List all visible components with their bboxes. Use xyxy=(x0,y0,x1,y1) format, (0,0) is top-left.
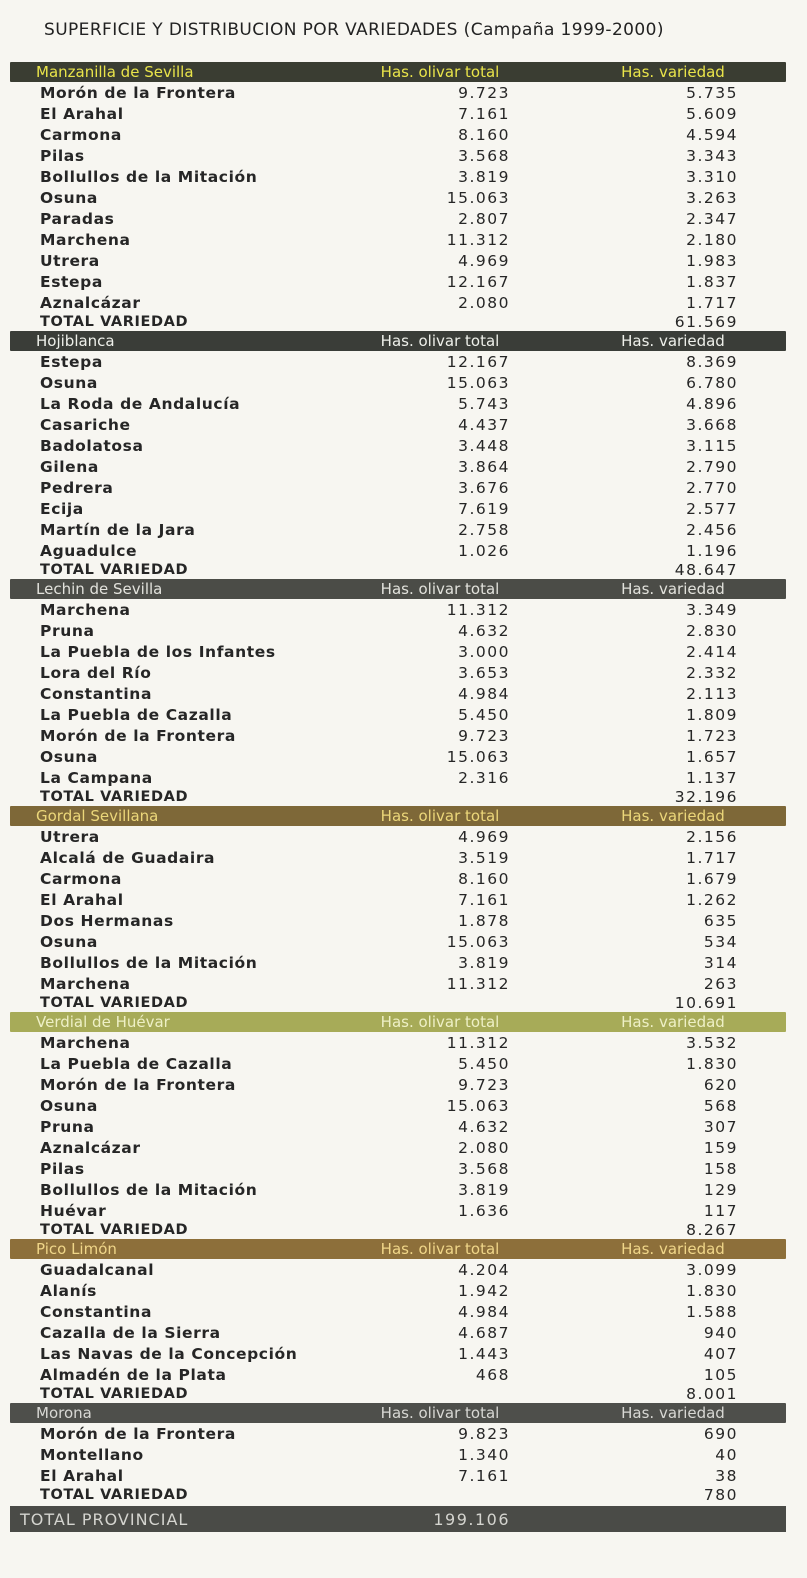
variety-section xyxy=(10,1012,786,1239)
municipality-name: Marchena xyxy=(40,974,131,993)
municipality-name: Pedrera xyxy=(40,478,114,497)
municipality-name: Carmona xyxy=(40,869,122,888)
variedad-value: 263 xyxy=(703,974,738,993)
table-row xyxy=(10,103,786,124)
variety-header xyxy=(10,579,786,599)
municipality-name: Morón de la Frontera xyxy=(40,1075,236,1094)
variedad-value: 2.347 xyxy=(686,209,738,228)
variedad-value: 2.332 xyxy=(686,663,738,682)
total-variedad-row xyxy=(10,1486,786,1504)
variedad-value: 314 xyxy=(703,953,738,972)
olivar-total-value: 5.743 xyxy=(458,394,510,413)
olivar-total-value: 7.161 xyxy=(458,1466,510,1485)
municipality-name: La Puebla de los Infantes xyxy=(40,642,276,661)
total-variedad-label: TOTAL VARIEDAD xyxy=(40,995,189,1011)
total-variedad-row xyxy=(10,994,786,1012)
variedad-value: 534 xyxy=(703,932,738,951)
municipality-name: Osuna xyxy=(40,932,98,951)
olivar-total-value: 5.450 xyxy=(458,705,510,724)
municipality-name: Utrera xyxy=(40,827,100,846)
olivar-total-value: 8.160 xyxy=(458,125,510,144)
variety-name: Lechin de Sevilla xyxy=(36,580,163,598)
olivar-total-value: 3.819 xyxy=(458,1180,510,1199)
variedad-value: 635 xyxy=(703,911,738,930)
variedad-value: 2.456 xyxy=(686,520,738,539)
table-row xyxy=(10,1179,786,1200)
total-variedad-value: 10.691 xyxy=(674,994,738,1012)
table-row xyxy=(10,1053,786,1074)
variedad-value: 2.180 xyxy=(686,230,738,249)
table-row xyxy=(10,372,786,393)
olivar-total-value: 3.568 xyxy=(458,146,510,165)
col-header-variedad: Has. variedad xyxy=(621,1013,725,1031)
table-row xyxy=(10,498,786,519)
table-row xyxy=(10,725,786,746)
olivar-total-value: 2.316 xyxy=(458,768,510,787)
table-row xyxy=(10,271,786,292)
total-variedad-label: TOTAL VARIEDAD xyxy=(40,789,189,805)
variedad-value: 2.770 xyxy=(686,478,738,497)
olivar-total-value: 4.632 xyxy=(458,621,510,640)
variedad-value: 1.830 xyxy=(686,1054,738,1073)
variedad-value: 6.780 xyxy=(686,373,738,392)
variedad-value: 940 xyxy=(703,1323,738,1342)
table-row xyxy=(10,746,786,767)
variedad-value: 3.532 xyxy=(686,1033,738,1052)
variedad-value: 1.196 xyxy=(686,541,738,560)
variedad-value: 105 xyxy=(703,1365,738,1384)
total-variedad-value: 8.267 xyxy=(686,1221,738,1239)
municipality-name: Guadalcanal xyxy=(40,1260,155,1279)
olivar-total-value: 9.723 xyxy=(458,1075,510,1094)
total-variedad-label: TOTAL VARIEDAD xyxy=(40,562,189,578)
variedad-value: 117 xyxy=(703,1201,738,1220)
variedad-value: 2.156 xyxy=(686,827,738,846)
total-variedad-value: 61.569 xyxy=(674,313,738,331)
municipality-name: Lora del Río xyxy=(40,663,152,682)
olivar-total-value: 1.942 xyxy=(458,1281,510,1300)
municipality-name: Aznalcázar xyxy=(40,293,141,312)
municipality-name: Almadén de la Plata xyxy=(40,1365,227,1384)
municipality-name: Estepa xyxy=(40,272,103,291)
col-header-olivar-total: Has. olivar total xyxy=(380,580,500,598)
municipality-name: Marchena xyxy=(40,230,131,249)
variedad-value: 1.657 xyxy=(686,747,738,766)
variedad-value: 40 xyxy=(715,1445,738,1464)
olivar-total-value: 2.758 xyxy=(458,520,510,539)
variedad-value: 1.830 xyxy=(686,1281,738,1300)
municipality-name: Cazalla de la Sierra xyxy=(40,1323,221,1342)
variety-section xyxy=(10,806,786,1012)
variety-section xyxy=(10,1239,786,1403)
municipality-name: Osuna xyxy=(40,747,98,766)
municipality-name: Morón de la Frontera xyxy=(40,83,236,102)
variedad-value: 129 xyxy=(703,1180,738,1199)
variedad-value: 159 xyxy=(703,1138,738,1157)
variety-name: Hojiblanca xyxy=(36,332,115,350)
table-row xyxy=(10,540,786,561)
variedad-value: 3.099 xyxy=(686,1260,738,1279)
municipality-name: Martín de la Jara xyxy=(40,520,196,539)
table-row xyxy=(10,1158,786,1179)
table-row xyxy=(10,662,786,683)
table-row xyxy=(10,1343,786,1364)
col-header-olivar-total: Has. olivar total xyxy=(380,332,500,350)
table-row xyxy=(10,1423,786,1444)
table-row xyxy=(10,1095,786,1116)
olivar-total-value: 4.984 xyxy=(458,684,510,703)
table-row xyxy=(10,1032,786,1053)
table-row xyxy=(10,456,786,477)
col-header-variedad: Has. variedad xyxy=(621,63,725,81)
variedad-value: 1.717 xyxy=(686,293,738,312)
municipality-name: Constantina xyxy=(40,684,153,703)
municipality-name: Ecija xyxy=(40,499,84,518)
olivar-total-value: 9.823 xyxy=(458,1424,510,1443)
variety-name: Morona xyxy=(36,1404,92,1422)
variedad-value: 690 xyxy=(703,1424,738,1443)
table-row xyxy=(10,351,786,372)
total-variedad-row xyxy=(10,561,786,579)
table-row xyxy=(10,1280,786,1301)
variedad-value: 3.263 xyxy=(686,188,738,207)
total-variedad-value: 780 xyxy=(703,1486,738,1504)
municipality-name: El Arahal xyxy=(40,104,124,123)
table-row xyxy=(10,145,786,166)
olivar-total-value: 3.000 xyxy=(458,642,510,661)
municipality-name: Marchena xyxy=(40,600,131,619)
olivar-total-value: 11.312 xyxy=(446,1033,510,1052)
table-row xyxy=(10,767,786,788)
olivar-total-value: 12.167 xyxy=(446,352,510,371)
variedad-value: 1.723 xyxy=(686,726,738,745)
total-variedad-value: 8.001 xyxy=(686,1385,738,1403)
olivar-total-value: 468 xyxy=(475,1365,510,1384)
olivar-total-value: 4.204 xyxy=(458,1260,510,1279)
table-row xyxy=(10,250,786,271)
table-row xyxy=(10,826,786,847)
col-header-variedad: Has. variedad xyxy=(621,807,725,825)
olivar-total-value: 1.878 xyxy=(458,911,510,930)
table-row xyxy=(10,910,786,931)
olivar-total-value: 7.161 xyxy=(458,104,510,123)
table-row xyxy=(10,847,786,868)
municipality-name: Aguadulce xyxy=(40,541,138,560)
table-row xyxy=(10,952,786,973)
col-header-olivar-total: Has. olivar total xyxy=(380,807,500,825)
table-row xyxy=(10,477,786,498)
olivar-total-value: 5.450 xyxy=(458,1054,510,1073)
total-variedad-row xyxy=(10,788,786,806)
col-header-variedad: Has. variedad xyxy=(621,332,725,350)
table-row xyxy=(10,187,786,208)
municipality-name: Osuna xyxy=(40,373,98,392)
table-row xyxy=(10,1074,786,1095)
table-row xyxy=(10,1322,786,1343)
variety-section xyxy=(10,331,786,579)
col-header-olivar-total: Has. olivar total xyxy=(380,1013,500,1031)
municipality-name: Utrera xyxy=(40,251,100,270)
table-row xyxy=(10,1137,786,1158)
total-provincial-label: TOTAL PROVINCIAL xyxy=(20,1509,189,1529)
variety-name: Pico Limón xyxy=(36,1240,117,1258)
total-variedad-row xyxy=(10,313,786,331)
total-provincial-value: 199.106 xyxy=(433,1509,510,1529)
variety-name: Manzanilla de Sevilla xyxy=(36,63,194,81)
olivar-total-value: 3.819 xyxy=(458,953,510,972)
table-row xyxy=(10,1116,786,1137)
col-header-olivar-total: Has. olivar total xyxy=(380,63,500,81)
municipality-name: Osuna xyxy=(40,188,98,207)
total-provincial-row xyxy=(10,1506,786,1532)
table-row xyxy=(10,683,786,704)
variedad-value: 2.113 xyxy=(686,684,738,703)
olivar-total-value: 1.340 xyxy=(458,1445,510,1464)
municipality-name: Alanís xyxy=(40,1281,97,1300)
municipality-name: Marchena xyxy=(40,1033,131,1052)
col-header-variedad: Has. variedad xyxy=(621,1404,725,1422)
municipality-name: Pilas xyxy=(40,1159,85,1178)
olivar-total-value: 3.519 xyxy=(458,848,510,867)
municipality-name: Gilena xyxy=(40,457,99,476)
municipality-name: Montellano xyxy=(40,1445,144,1464)
table-row xyxy=(10,393,786,414)
table-row xyxy=(10,82,786,103)
total-variedad-label: TOTAL VARIEDAD xyxy=(40,1386,189,1402)
olivar-total-value: 4.969 xyxy=(458,251,510,270)
olivar-total-value: 4.984 xyxy=(458,1302,510,1321)
municipality-name: Paradas xyxy=(40,209,115,228)
total-variedad-label: TOTAL VARIEDAD xyxy=(40,1222,189,1238)
table-row xyxy=(10,1301,786,1322)
total-variedad-row xyxy=(10,1221,786,1239)
olivar-total-value: 2.807 xyxy=(458,209,510,228)
olivar-total-value: 3.448 xyxy=(458,436,510,455)
olivar-total-value: 1.443 xyxy=(458,1344,510,1363)
olivar-total-value: 4.632 xyxy=(458,1117,510,1136)
variedad-value: 1.983 xyxy=(686,251,738,270)
variety-header xyxy=(10,62,786,82)
table-row xyxy=(10,208,786,229)
municipality-name: Casariche xyxy=(40,415,131,434)
variedad-value: 1.809 xyxy=(686,705,738,724)
col-header-olivar-total: Has. olivar total xyxy=(380,1240,500,1258)
variedad-value: 1.679 xyxy=(686,869,738,888)
table-row xyxy=(10,1444,786,1465)
total-variedad-row xyxy=(10,1385,786,1403)
varieties-table xyxy=(10,62,786,1532)
olivar-total-value: 3.819 xyxy=(458,167,510,186)
olivar-total-value: 12.167 xyxy=(446,272,510,291)
table-row xyxy=(10,292,786,313)
variedad-value: 3.668 xyxy=(686,415,738,434)
olivar-total-value: 15.063 xyxy=(446,188,510,207)
municipality-name: Pruna xyxy=(40,1117,95,1136)
municipality-name: Huévar xyxy=(40,1201,107,1220)
total-variedad-label: TOTAL VARIEDAD xyxy=(40,1487,189,1503)
variety-header xyxy=(10,1239,786,1259)
variedad-value: 1.717 xyxy=(686,848,738,867)
olivar-total-value: 15.063 xyxy=(446,373,510,392)
variedad-value: 3.349 xyxy=(686,600,738,619)
variedad-value: 5.609 xyxy=(686,104,738,123)
olivar-total-value: 4.969 xyxy=(458,827,510,846)
variedad-value: 5.735 xyxy=(686,83,738,102)
variedad-value: 4.896 xyxy=(686,394,738,413)
municipality-name: Estepa xyxy=(40,352,103,371)
variety-section xyxy=(10,1403,786,1504)
variedad-value: 3.115 xyxy=(686,436,738,455)
municipality-name: Carmona xyxy=(40,125,122,144)
table-row xyxy=(10,868,786,889)
olivar-total-value: 4.437 xyxy=(458,415,510,434)
table-row xyxy=(10,641,786,662)
olivar-total-value: 11.312 xyxy=(446,974,510,993)
olivar-total-value: 9.723 xyxy=(458,726,510,745)
municipality-name: La Puebla de Cazalla xyxy=(40,705,233,724)
municipality-name: Dos Hermanas xyxy=(40,911,174,930)
total-variedad-value: 32.196 xyxy=(674,788,738,806)
olivar-total-value: 7.619 xyxy=(458,499,510,518)
table-row xyxy=(10,973,786,994)
municipality-name: Bollullos de la Mitación xyxy=(40,953,258,972)
table-row xyxy=(10,620,786,641)
olivar-total-value: 11.312 xyxy=(446,600,510,619)
col-header-olivar-total: Has. olivar total xyxy=(380,1404,500,1422)
olivar-total-value: 9.723 xyxy=(458,83,510,102)
municipality-name: La Puebla de Cazalla xyxy=(40,1054,233,1073)
col-header-variedad: Has. variedad xyxy=(621,580,725,598)
municipality-name: Bollullos de la Mitación xyxy=(40,167,258,186)
municipality-name: Morón de la Frontera xyxy=(40,1424,236,1443)
variedad-value: 38 xyxy=(715,1466,738,1485)
municipality-name: Badolatosa xyxy=(40,436,144,455)
variedad-value: 1.137 xyxy=(686,768,738,787)
total-variedad-label: TOTAL VARIEDAD xyxy=(40,314,189,330)
municipality-name: Aznalcázar xyxy=(40,1138,141,1157)
table-row xyxy=(10,1465,786,1486)
municipality-name: Bollullos de la Mitación xyxy=(40,1180,258,1199)
table-row xyxy=(10,1259,786,1280)
variety-name: Gordal Sevillana xyxy=(36,807,159,825)
olivar-total-value: 3.568 xyxy=(458,1159,510,1178)
table-row xyxy=(10,1200,786,1221)
table-row xyxy=(10,889,786,910)
olivar-total-value: 3.864 xyxy=(458,457,510,476)
col-header-variedad: Has. variedad xyxy=(621,1240,725,1258)
variedad-value: 568 xyxy=(703,1096,738,1115)
olivar-total-value: 2.080 xyxy=(458,293,510,312)
total-variedad-value: 48.647 xyxy=(674,561,738,579)
table-row xyxy=(10,229,786,250)
olivar-total-value: 15.063 xyxy=(446,1096,510,1115)
variedad-value: 3.310 xyxy=(686,167,738,186)
variety-section xyxy=(10,62,786,331)
olivar-total-value: 1.636 xyxy=(458,1201,510,1220)
table-row xyxy=(10,414,786,435)
olivar-total-value: 11.312 xyxy=(446,230,510,249)
table-row xyxy=(10,166,786,187)
olivar-total-value: 15.063 xyxy=(446,747,510,766)
variedad-value: 158 xyxy=(703,1159,738,1178)
municipality-name: Alcalá de Guadaira xyxy=(40,848,216,867)
variedad-value: 307 xyxy=(703,1117,738,1136)
variety-header xyxy=(10,1403,786,1423)
olivar-total-value: 2.080 xyxy=(458,1138,510,1157)
municipality-name: La Roda de Andalucía xyxy=(40,394,241,413)
variedad-value: 1.588 xyxy=(686,1302,738,1321)
municipality-name: Constantina xyxy=(40,1302,153,1321)
olivar-total-value: 8.160 xyxy=(458,869,510,888)
variedad-value: 1.837 xyxy=(686,272,738,291)
variedad-value: 407 xyxy=(703,1344,738,1363)
table-row xyxy=(10,931,786,952)
table-row xyxy=(10,599,786,620)
table-row xyxy=(10,124,786,145)
municipality-name: Pruna xyxy=(40,621,95,640)
municipality-name: Pilas xyxy=(40,146,85,165)
municipality-name: La Campana xyxy=(40,768,153,787)
variedad-value: 620 xyxy=(703,1075,738,1094)
table-row xyxy=(10,519,786,540)
variedad-value: 4.594 xyxy=(686,125,738,144)
page-title: SUPERFICIE Y DISTRIBUCION POR VARIEDADES (Campaña 1999-2000) xyxy=(44,20,664,40)
olivar-total-value: 3.676 xyxy=(458,478,510,497)
variety-header xyxy=(10,1012,786,1032)
variety-name: Verdial de Huévar xyxy=(36,1013,170,1031)
table-row xyxy=(10,704,786,725)
variedad-value: 8.369 xyxy=(686,352,738,371)
variety-header xyxy=(10,331,786,351)
variety-section xyxy=(10,579,786,806)
olivar-total-value: 1.026 xyxy=(458,541,510,560)
municipality-name: El Arahal xyxy=(40,890,124,909)
olivar-total-value: 7.161 xyxy=(458,890,510,909)
variety-header xyxy=(10,806,786,826)
variedad-value: 2.790 xyxy=(686,457,738,476)
municipality-name: El Arahal xyxy=(40,1466,124,1485)
variedad-value: 2.414 xyxy=(686,642,738,661)
variedad-value: 2.577 xyxy=(686,499,738,518)
municipality-name: Las Navas de la Concepción xyxy=(40,1344,298,1363)
olivar-total-value: 4.687 xyxy=(458,1323,510,1342)
table-row xyxy=(10,435,786,456)
olivar-total-value: 15.063 xyxy=(446,932,510,951)
municipality-name: Morón de la Frontera xyxy=(40,726,236,745)
table-row xyxy=(10,1364,786,1385)
municipality-name: Osuna xyxy=(40,1096,98,1115)
variedad-value: 2.830 xyxy=(686,621,738,640)
variedad-value: 1.262 xyxy=(686,890,738,909)
olivar-total-value: 3.653 xyxy=(458,663,510,682)
variedad-value: 3.343 xyxy=(686,146,738,165)
